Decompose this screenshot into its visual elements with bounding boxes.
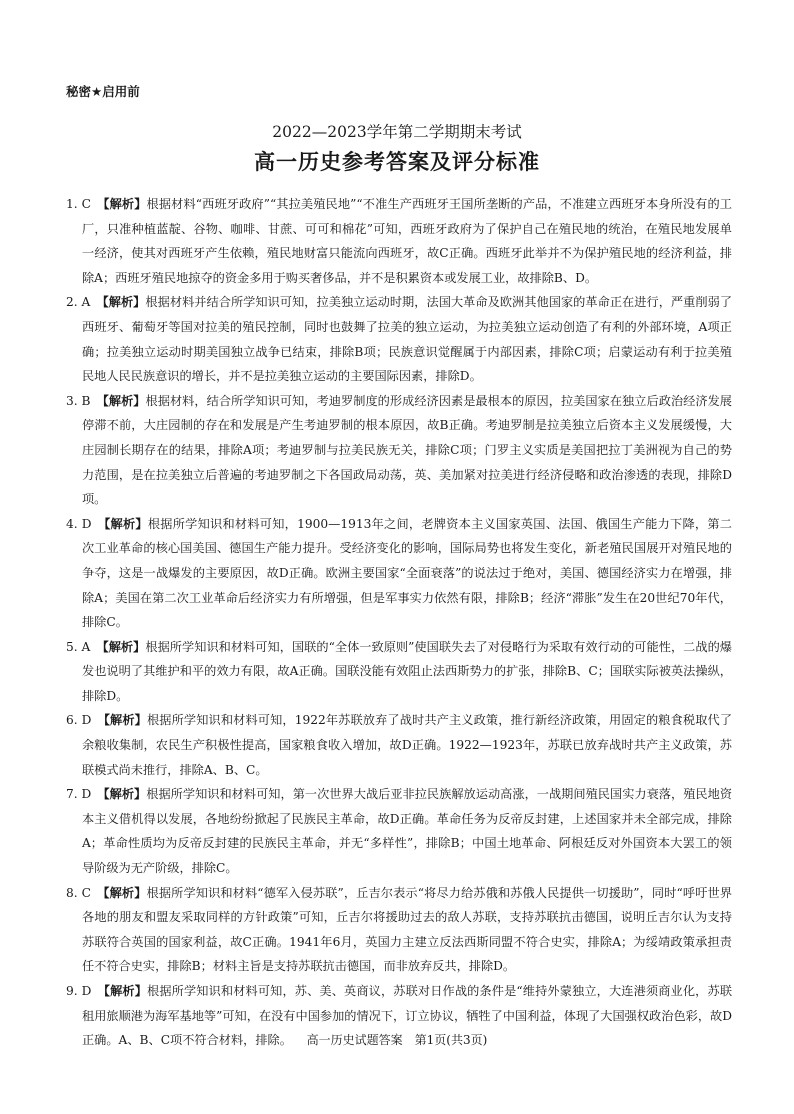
analysis-tag: 【解析】 <box>102 295 146 310</box>
analysis-tag: 【解析】 <box>102 639 146 654</box>
answer-number: 7. D <box>66 787 92 802</box>
answer-item-4 <box>66 512 732 635</box>
analysis-tag: 【解析】 <box>104 516 148 531</box>
analysis-tag: 【解析】 <box>103 197 147 211</box>
page-footer: 高一历史试题答案 第1页(共3页) <box>306 1033 488 1047</box>
answer-number: 4. D <box>66 516 92 531</box>
answer-text: 根据所学知识和材料可知，1900—1913年之间，老牌资本主义国家英国、法国、俄国生产能力下降，第二次工业革命的核心国美国、德国生产能力提升。受经济变化的影响，国际局势也将发生变化，新老殖民国展开对殖民地的争夺，这是一战爆发的主要原因，故D正确。欧洲主要国家“全面衰落”的说法过于绝对，美国、德国经济实力在增强，排除A；美国在第二次工业革命后经济实力有所增强，但是军事实力依然有限，排除B；经济“滞胀”发生在20世纪70年代，排除C。 <box>82 516 732 630</box>
answer-number: 8. C <box>66 885 91 900</box>
answer-text: 根据材料“西班牙政府”“其拉美殖民地”“不准生产西班牙王国所垄断的产品，不准建立西班牙本身所没有的工厂，只准种植蓝靛、谷物、咖啡、甘蔗、可可和棉花”可知，西班牙政府为了保护自己在殖民地的统治，在殖民地发展单一经济，使其对西班牙产生依赖，殖民地财富只能流向西班牙，故C正确。西班牙此举并不为保护殖民地的经济利益，排除A；西班牙殖民地掠夺的资金多用于购买奢侈品，并不是积累资本或发展工业，故排除B、D。 <box>82 197 732 285</box>
answer-number: 9. D <box>66 984 92 998</box>
analysis-tag: 【解析】 <box>103 984 148 998</box>
analysis-tag: 【解析】 <box>103 713 147 728</box>
answer-text: 根据所学知识和材料可知，1922年苏联放弃了战时共产主义政策，推行新经济政策，用固定的粮食税取代了余粮收集制，农民生产积极性提高，国家粮食收入增加，故D正确。1922—1923年，苏联已放弃战时共产主义政策，苏联模式尚未推行，排除A、B、C。 <box>82 713 733 777</box>
answer-item-6 <box>66 708 732 782</box>
answer-text: 根据所学知识和材料可知，第一次世界大战后亚非拉民族解放运动高涨，一战期间殖民国实力衰落，殖民地资本主义借机得以发展，各地纷纷掀起了民族民主革命，故D正确。革命任务为反帝反封建，上述国家并未全部完成，排除A；革命性质均为反帝反封建的民族民主革命，并无“多样性”，排除B；中国土地革命、阿根廷反对外国资本大罢工的领导阶级为无产阶级，排除C。 <box>82 787 733 876</box>
answer-text: 根据所学知识和材料“德军入侵苏联”，丘吉尔表示“将尽力给苏俄和苏俄人民提供一切援助”，同时“呼吁世界各地的朋友和盟友采取同样的方针政策”可知，丘吉尔将援助过去的敌人苏联，支持苏联抗击德国，说明丘吉尔认为支持苏联符合英国的国家利益，故C正确。1941年6月，英国力主建立反法西斯同盟不符合史实，排除A；为绥靖政策承担责任不符合史实，排除B；材料主旨是支持苏联抗击德国，而非放弃反共，排除D。 <box>82 885 733 974</box>
page-title: 高一历史参考答案及评分标准 <box>254 150 540 174</box>
answer-number: 6. D <box>66 713 92 728</box>
answer-number: 1. C <box>66 197 91 211</box>
answer-item-2 <box>66 290 732 388</box>
answer-number: 2. A <box>66 295 91 310</box>
answer-item-3 <box>66 389 732 512</box>
answer-text: 根据所学知识和材料可知，苏、美、英商议，苏联对日作战的条件是“维持外蒙独立，大连港须商业化，苏联租用旅顺港为海军基地等”可知，在没有中国参加的情况下，订立协议，牺牲了中国利益，体现了大国强权政治色彩，故D正确。A、B、C项不符合材料，排除。 <box>82 984 733 1048</box>
answer-item-5 <box>66 635 732 709</box>
answer-text: 根据材料，结合所学知识可知，考迪罗制度的形成经济因素是最根本的原因，拉美国家在独立后政治经济发展停滞不前，大庄园制的存在和发展是产生考迪罗制的根本原因，故B正确。考迪罗制是拉美独立后资本主义发展缓慢，大庄园制长期存在的结果，排除A项；考迪罗制与拉美民族无关，排除C项；门罗主义实质是美国把拉丁美洲视为自己的势力范围，是在拉美独立后普遍的考迪罗制之下各国政局动荡，英、美加紧对拉美进行经济侵略和政治渗透的表现，排除D项。 <box>82 393 732 507</box>
answer-list <box>66 192 732 1053</box>
answer-number: 3. B <box>66 393 91 408</box>
answer-number: 5. A <box>66 639 91 654</box>
analysis-tag: 【解析】 <box>103 787 147 802</box>
answer-item-8 <box>66 881 732 979</box>
answer-item-1 <box>66 192 732 290</box>
confidential-label: 秘密★启用前 <box>66 84 140 99</box>
answer-text: 根据所学知识和材料可知，国联的“全体一致原则”使国联失去了对侵略行为采取有效行动的可能性，二战的爆发也说明了其维护和平的效力有限，故A正确。国联没能有效阻止法西斯势力的扩张，排除B、C；国联实际被英法操纵，排除D。 <box>82 639 732 703</box>
analysis-tag: 【解析】 <box>102 393 146 408</box>
analysis-tag: 【解析】 <box>103 885 147 900</box>
answer-item-7 <box>66 782 732 880</box>
exam-term-title: 2022—2023学年第二学期期末考试 <box>272 123 522 141</box>
answer-text: 根据材料并结合所学知识可知，拉美独立运动时期，法国大革命及欧洲其他国家的革命正在进行，严重削弱了西班牙、葡萄牙等国对拉美的殖民控制，同时也鼓舞了拉美的独立运动，为拉美独立运动创造了有利的外部环境，A项正确；拉美独立运动时期美国独立战争已结束，排除B项；民族意识觉醒属于内部因素，排除C项；启蒙运动有利于拉美殖民地人民民族意识的增长，并不是拉美独立运动的主要国际因素，排除D。 <box>82 295 733 384</box>
